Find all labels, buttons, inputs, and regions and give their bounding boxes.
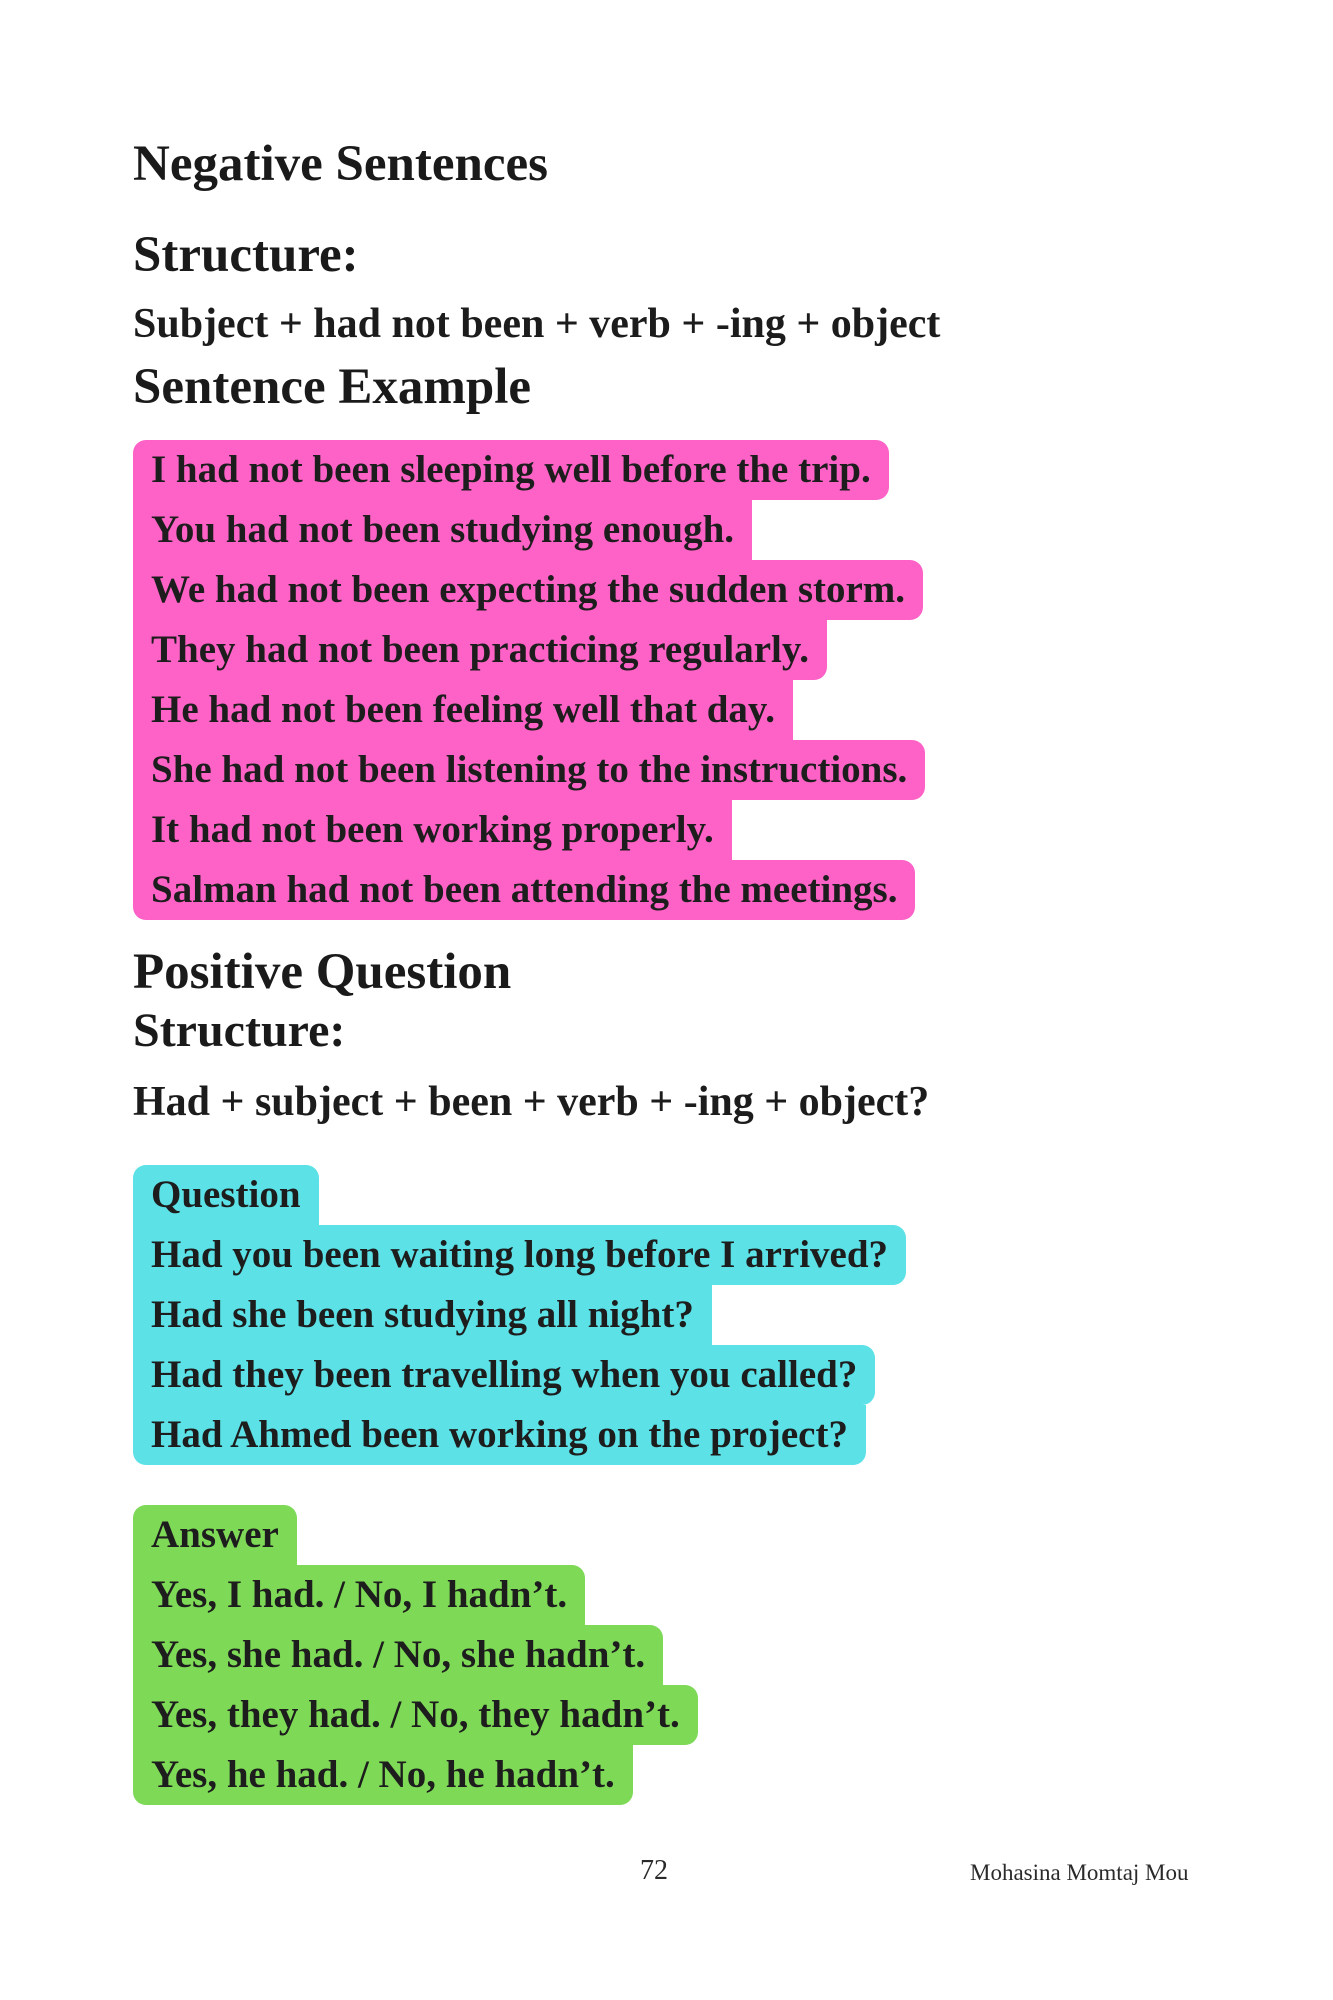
negative-example-line: You had not been studying enough. bbox=[133, 500, 752, 560]
answer-line: Yes, she had. / No, she hadn’t. bbox=[133, 1625, 663, 1685]
negative-examples-block bbox=[133, 440, 925, 920]
question-line: Had you been waiting long before I arrived? bbox=[133, 1225, 906, 1285]
negative-example-line: I had not been sleeping well before the trip. bbox=[133, 440, 889, 500]
negative-example-line: Salman had not been attending the meetings. bbox=[133, 860, 915, 920]
negative-sentences-heading: Negative Sentences bbox=[133, 136, 548, 192]
negative-example-line: It had not been working properly. bbox=[133, 800, 732, 860]
negative-structure-formula: Subject + had not been + verb + -ing + object bbox=[133, 301, 941, 347]
answer-line: Yes, he had. / No, he hadn’t. bbox=[133, 1745, 633, 1805]
positive-question-heading: Positive Question bbox=[133, 944, 512, 1000]
question-structure-label: Structure: bbox=[133, 1004, 346, 1057]
negative-example-line: She had not been listening to the instructions. bbox=[133, 740, 925, 800]
negative-example-line: They had not been practicing regularly. bbox=[133, 620, 827, 680]
answer-line: Yes, they had. / No, they hadn’t. bbox=[133, 1685, 698, 1745]
page-number: 72 bbox=[640, 1855, 668, 1886]
answers-block bbox=[133, 1505, 698, 1805]
questions-block bbox=[133, 1165, 906, 1465]
question-line: Had she been studying all night? bbox=[133, 1285, 712, 1345]
negative-example-line: We had not been expecting the sudden storm. bbox=[133, 560, 923, 620]
answers-label: Answer bbox=[133, 1505, 297, 1565]
negative-example-line: He had not been feeling well that day. bbox=[133, 680, 793, 740]
questions-label: Question bbox=[133, 1165, 319, 1225]
answer-line: Yes, I had. / No, I hadn’t. bbox=[133, 1565, 585, 1625]
author-name: Mohasina Momtaj Mou bbox=[970, 1860, 1189, 1885]
negative-structure-label: Structure: bbox=[133, 227, 359, 283]
question-line: Had they been travelling when you called? bbox=[133, 1345, 875, 1405]
question-structure-formula: Had + subject + been + verb + -ing + object? bbox=[133, 1079, 930, 1125]
question-line: Had Ahmed been working on the project? bbox=[133, 1405, 866, 1465]
sentence-example-heading: Sentence Example bbox=[133, 359, 532, 415]
